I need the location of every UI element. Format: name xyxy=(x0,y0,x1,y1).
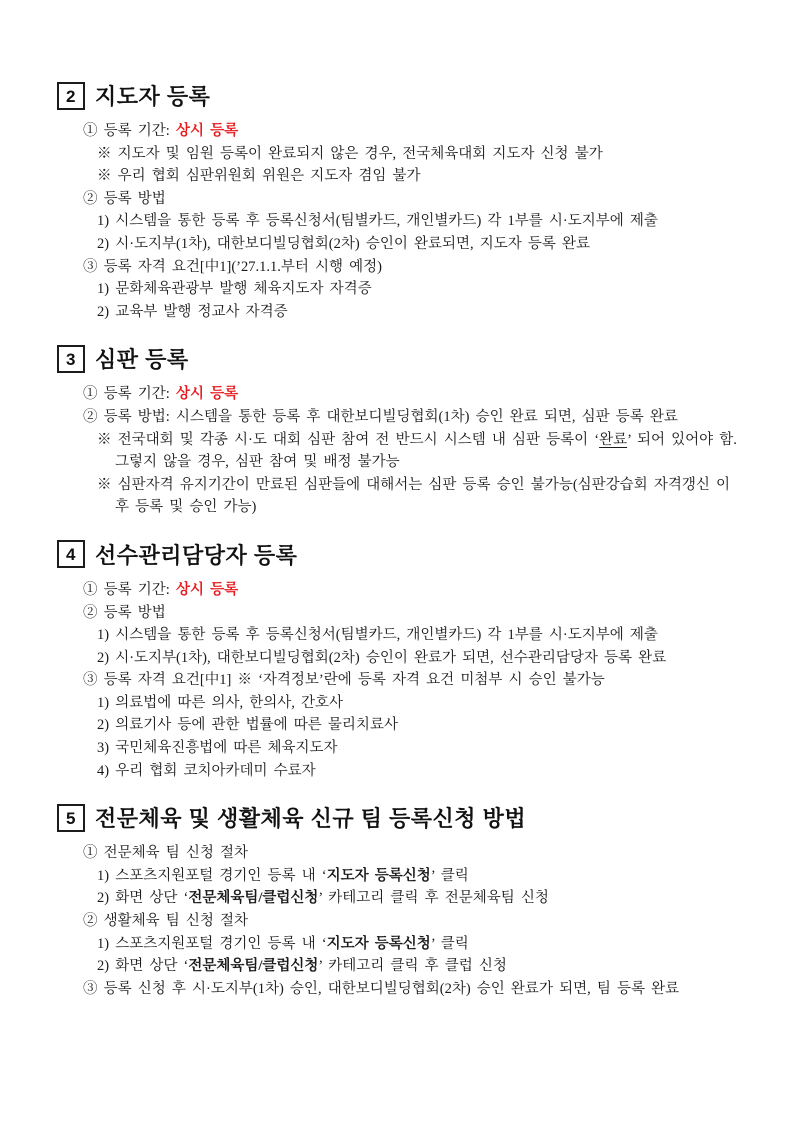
doc-line xyxy=(57,602,737,625)
text-run: ① 등록 기간: xyxy=(83,123,176,139)
text-run: ※ 심판자격 유지기간이 만료된 심판들에 대해서는 심판 등록 승인 불가능(심판강습회 자격갱신 이후 등록 및 승인 가능) xyxy=(97,476,730,516)
text-run: ① 전문체육 팀 신청 절차 xyxy=(83,845,249,862)
section-number-box: 3 xyxy=(57,345,85,373)
doc-section xyxy=(57,80,737,323)
section-title: 심판 등록 xyxy=(94,347,189,373)
text-run: ’ 클릭 xyxy=(430,935,469,952)
section-title: 전문체육 및 생활체육 신규 팀 등록신청 방법 xyxy=(94,806,527,832)
doc-line xyxy=(57,692,737,715)
text-run: ② 등록 방법: 시스템을 통한 등록 후 대한보디빌딩협회(1차) 승인 완료 되면, 심판 등록 완료 xyxy=(83,408,678,425)
section-title: 지도자 등록 xyxy=(94,84,211,109)
doc-line xyxy=(57,714,737,737)
doc-line xyxy=(57,887,737,910)
text-run: ① 등록 기간: xyxy=(83,386,176,403)
text-run: ※ 지도자 및 임원 등록이 완료되지 않은 경우, 전국체육대회 지도자 신청 불가 xyxy=(97,145,603,162)
doc-line xyxy=(57,406,737,429)
doc-line xyxy=(57,910,737,933)
text-run-red: 상시 등록 xyxy=(175,123,239,139)
doc-line xyxy=(57,669,737,692)
doc-line xyxy=(57,120,737,143)
doc-line xyxy=(57,579,737,602)
doc-section xyxy=(57,343,737,519)
text-run: ② 등록 방법 xyxy=(83,604,166,621)
text-run: ② 생활체육 팀 신청 절차 xyxy=(83,913,249,930)
doc-line xyxy=(57,165,737,188)
text-run: ’ 되어 있어야 함. 그렇지 않을 경우, 심판 참여 및 배정 불가능 xyxy=(115,431,737,471)
section-number-box: 4 xyxy=(57,540,85,568)
doc-line xyxy=(57,143,737,166)
doc-line xyxy=(57,278,737,301)
text-run: ’ 카테고리 클릭 후 클럽 신청 xyxy=(318,958,507,975)
text-run: 1) 스포츠지원포털 경기인 등록 내 ‘ xyxy=(97,867,327,884)
text-run: 1) 의료법에 따른 의사, 한의사, 간호사 xyxy=(97,694,344,711)
doc-line xyxy=(57,383,737,406)
doc-line xyxy=(57,842,737,865)
text-run: 1) 문화체육관광부 발행 체육지도자 자격증 xyxy=(97,281,372,298)
text-run: 1) 시스템을 통한 등록 후 등록신청서(팀별카드, 개인별카드) 각 1부를 시·도지부에 제출 xyxy=(97,213,658,230)
doc-line xyxy=(57,233,737,256)
section-heading xyxy=(57,80,737,111)
doc-line xyxy=(57,647,737,670)
text-run: 2) 의료기사 등에 관한 법률에 따른 물리치료사 xyxy=(97,717,398,734)
text-run: ’ 클릭 xyxy=(430,867,469,884)
doc-line xyxy=(57,737,737,760)
text-run-underline: 완료 xyxy=(599,431,628,448)
text-run: 2) 시·도지부(1차), 대한보디빌딩협회(2차) 승인이 완료가 되면, 선수관리담당자 등록 완료 xyxy=(97,649,667,666)
text-run: ※ 우리 협회 심판위원회 위원은 지도자 겸임 불가 xyxy=(97,168,421,185)
doc-line xyxy=(57,429,737,474)
text-run-bold: 전문체육팀/클럽신청 xyxy=(188,890,319,907)
text-run-red: 상시 등록 xyxy=(175,386,239,403)
section-heading xyxy=(57,343,737,374)
text-run: 4) 우리 협회 코치아카데미 수료자 xyxy=(97,762,316,779)
section-title: 선수관리담당자 등록 xyxy=(94,542,298,568)
doc-line xyxy=(57,301,737,324)
doc-line xyxy=(57,978,737,1001)
doc-line xyxy=(57,624,737,647)
text-run-bold: 지도자 등록신청 xyxy=(326,867,431,884)
doc-line xyxy=(57,188,737,211)
text-run: 1) 시스템을 통한 등록 후 등록신청서(팀별카드, 개인별카드) 각 1부를 시·도지부에 제출 xyxy=(97,627,658,644)
text-run: 3) 국민체육진흥법에 따른 체육지도자 xyxy=(97,740,338,757)
text-run: ③ 등록 신청 후 시·도지부(1차) 승인, 대한보디빌딩협회(2차) 승인 완료가 되면, 팀 등록 완료 xyxy=(83,980,680,997)
section-number-box: 2 xyxy=(57,82,85,110)
text-run: ’ 카테고리 클릭 후 전문체육팀 신청 xyxy=(318,890,549,907)
doc-line xyxy=(57,210,737,233)
text-run: ② 등록 방법 xyxy=(83,190,166,207)
text-run: 1) 스포츠지원포털 경기인 등록 내 ‘ xyxy=(97,935,327,952)
text-run: 2) 교육부 발행 정교사 자격증 xyxy=(97,303,288,320)
doc-line xyxy=(57,474,737,519)
doc-line xyxy=(57,955,737,978)
text-run-bold: 전문체육팀/클럽신청 xyxy=(188,958,319,975)
doc-section xyxy=(57,802,737,1000)
text-run: 2) 화면 상단 ‘ xyxy=(97,890,189,907)
text-run-red: 상시 등록 xyxy=(175,581,239,598)
doc-line xyxy=(57,933,737,956)
text-run: ① 등록 기간: xyxy=(83,581,176,598)
section-heading xyxy=(57,802,737,833)
text-run-bold: 지도자 등록신청 xyxy=(326,935,431,952)
text-run: 2) 시·도지부(1차), 대한보디빌딩협회(2차) 승인이 완료되면, 지도자 등록 완료 xyxy=(97,235,591,252)
text-run: ※ 전국대회 및 각종 시·도 대회 심판 참여 전 반드시 시스템 내 심판 등록이 ‘ xyxy=(97,431,600,448)
section-number-box: 5 xyxy=(57,804,85,832)
text-run: ③ 등록 자격 요건[中1] ※ ‘자격정보’란에 등록 자격 요건 미첨부 시 승인 불가능 xyxy=(83,672,605,689)
doc-line xyxy=(57,865,737,888)
doc-line xyxy=(57,760,737,783)
text-run: 2) 화면 상단 ‘ xyxy=(97,958,189,975)
doc-section xyxy=(57,539,737,782)
text-run: ③ 등록 자격 요건[中1](’27.1.1.부터 시행 예정) xyxy=(83,258,382,275)
section-heading xyxy=(57,539,737,570)
doc-line xyxy=(57,256,737,279)
